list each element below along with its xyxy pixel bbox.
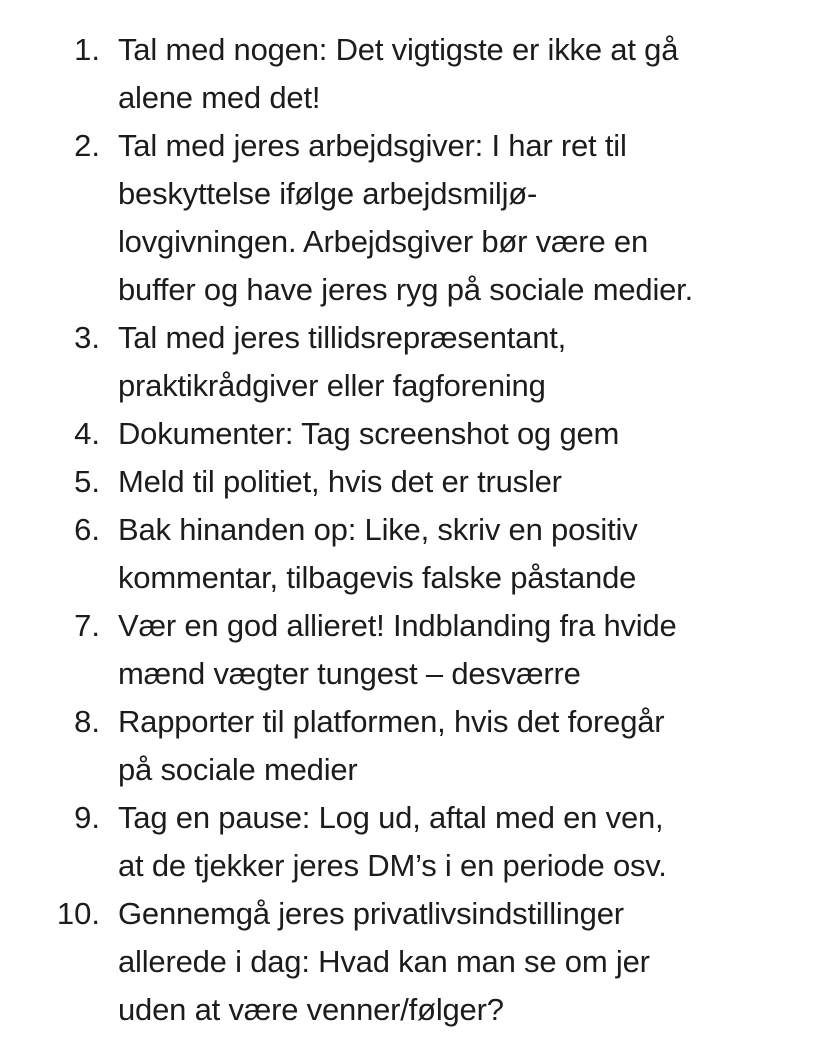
item-line: lovgivningen. Arbejdsgiver bør være en xyxy=(118,224,649,259)
item-line: mænd vægter tungest – desværre xyxy=(118,656,581,691)
item-line: Dokumenter: Tag screenshot og gem xyxy=(118,416,620,451)
item-line: beskyttelse ifølge arbejdsmiljø- xyxy=(118,176,538,211)
item-number: 1. xyxy=(74,32,100,67)
item-line: Bak hinanden op: Like, skriv en positiv xyxy=(118,512,638,547)
item-text xyxy=(118,122,808,314)
item-line: praktikrådgiver eller fagforening xyxy=(118,368,546,403)
item-line: Gennemgå jeres privatlivsindstillinger xyxy=(118,896,624,931)
item-number: 3. xyxy=(74,320,100,355)
item-number: 5. xyxy=(74,464,100,499)
item-line: uden at være venner/følger? xyxy=(118,992,504,1027)
item-line: Rapporter til platformen, hvis det foregår xyxy=(118,704,665,739)
item-text xyxy=(118,890,808,1034)
item-line: kommentar, tilbagevis falske påstande xyxy=(118,560,637,595)
item-line: Tal med jeres arbejdsgiver: I har ret til xyxy=(118,128,627,163)
item-number: 10. xyxy=(56,896,100,931)
item-line: på sociale medier xyxy=(118,752,358,787)
item-line: Tal med jeres tillidsrepræsentant, xyxy=(118,320,567,355)
item-text xyxy=(118,410,808,458)
item-number: 9. xyxy=(74,800,100,835)
item-number: 4. xyxy=(74,416,100,451)
item-line: at de tjekker jeres DM’s i en periode osv. xyxy=(118,848,667,883)
item-text xyxy=(118,314,808,410)
item-text xyxy=(118,506,808,602)
item-line: Tag en pause: Log ud, aftal med en ven, xyxy=(118,800,664,835)
item-text xyxy=(118,602,808,698)
item-number: 8. xyxy=(74,704,100,739)
item-text xyxy=(118,458,808,506)
item-line: allerede i dag: Hvad kan man se om jer xyxy=(118,944,650,979)
item-number: 6. xyxy=(74,512,100,547)
item-number: 7. xyxy=(74,608,100,643)
item-text xyxy=(118,794,808,890)
item-line: Meld til politiet, hvis det er trusler xyxy=(118,464,562,499)
item-line: Vær en god allieret! Indblanding fra hvide xyxy=(118,608,677,643)
item-line: Tal med nogen: Det vigtigste er ikke at gå xyxy=(118,32,679,67)
item-text xyxy=(118,698,808,794)
item-line: alene med det! xyxy=(118,80,321,115)
item-text xyxy=(118,26,808,122)
item-number: 2. xyxy=(74,128,100,163)
item-line: buffer og have jeres ryg på sociale medier. xyxy=(118,272,693,307)
